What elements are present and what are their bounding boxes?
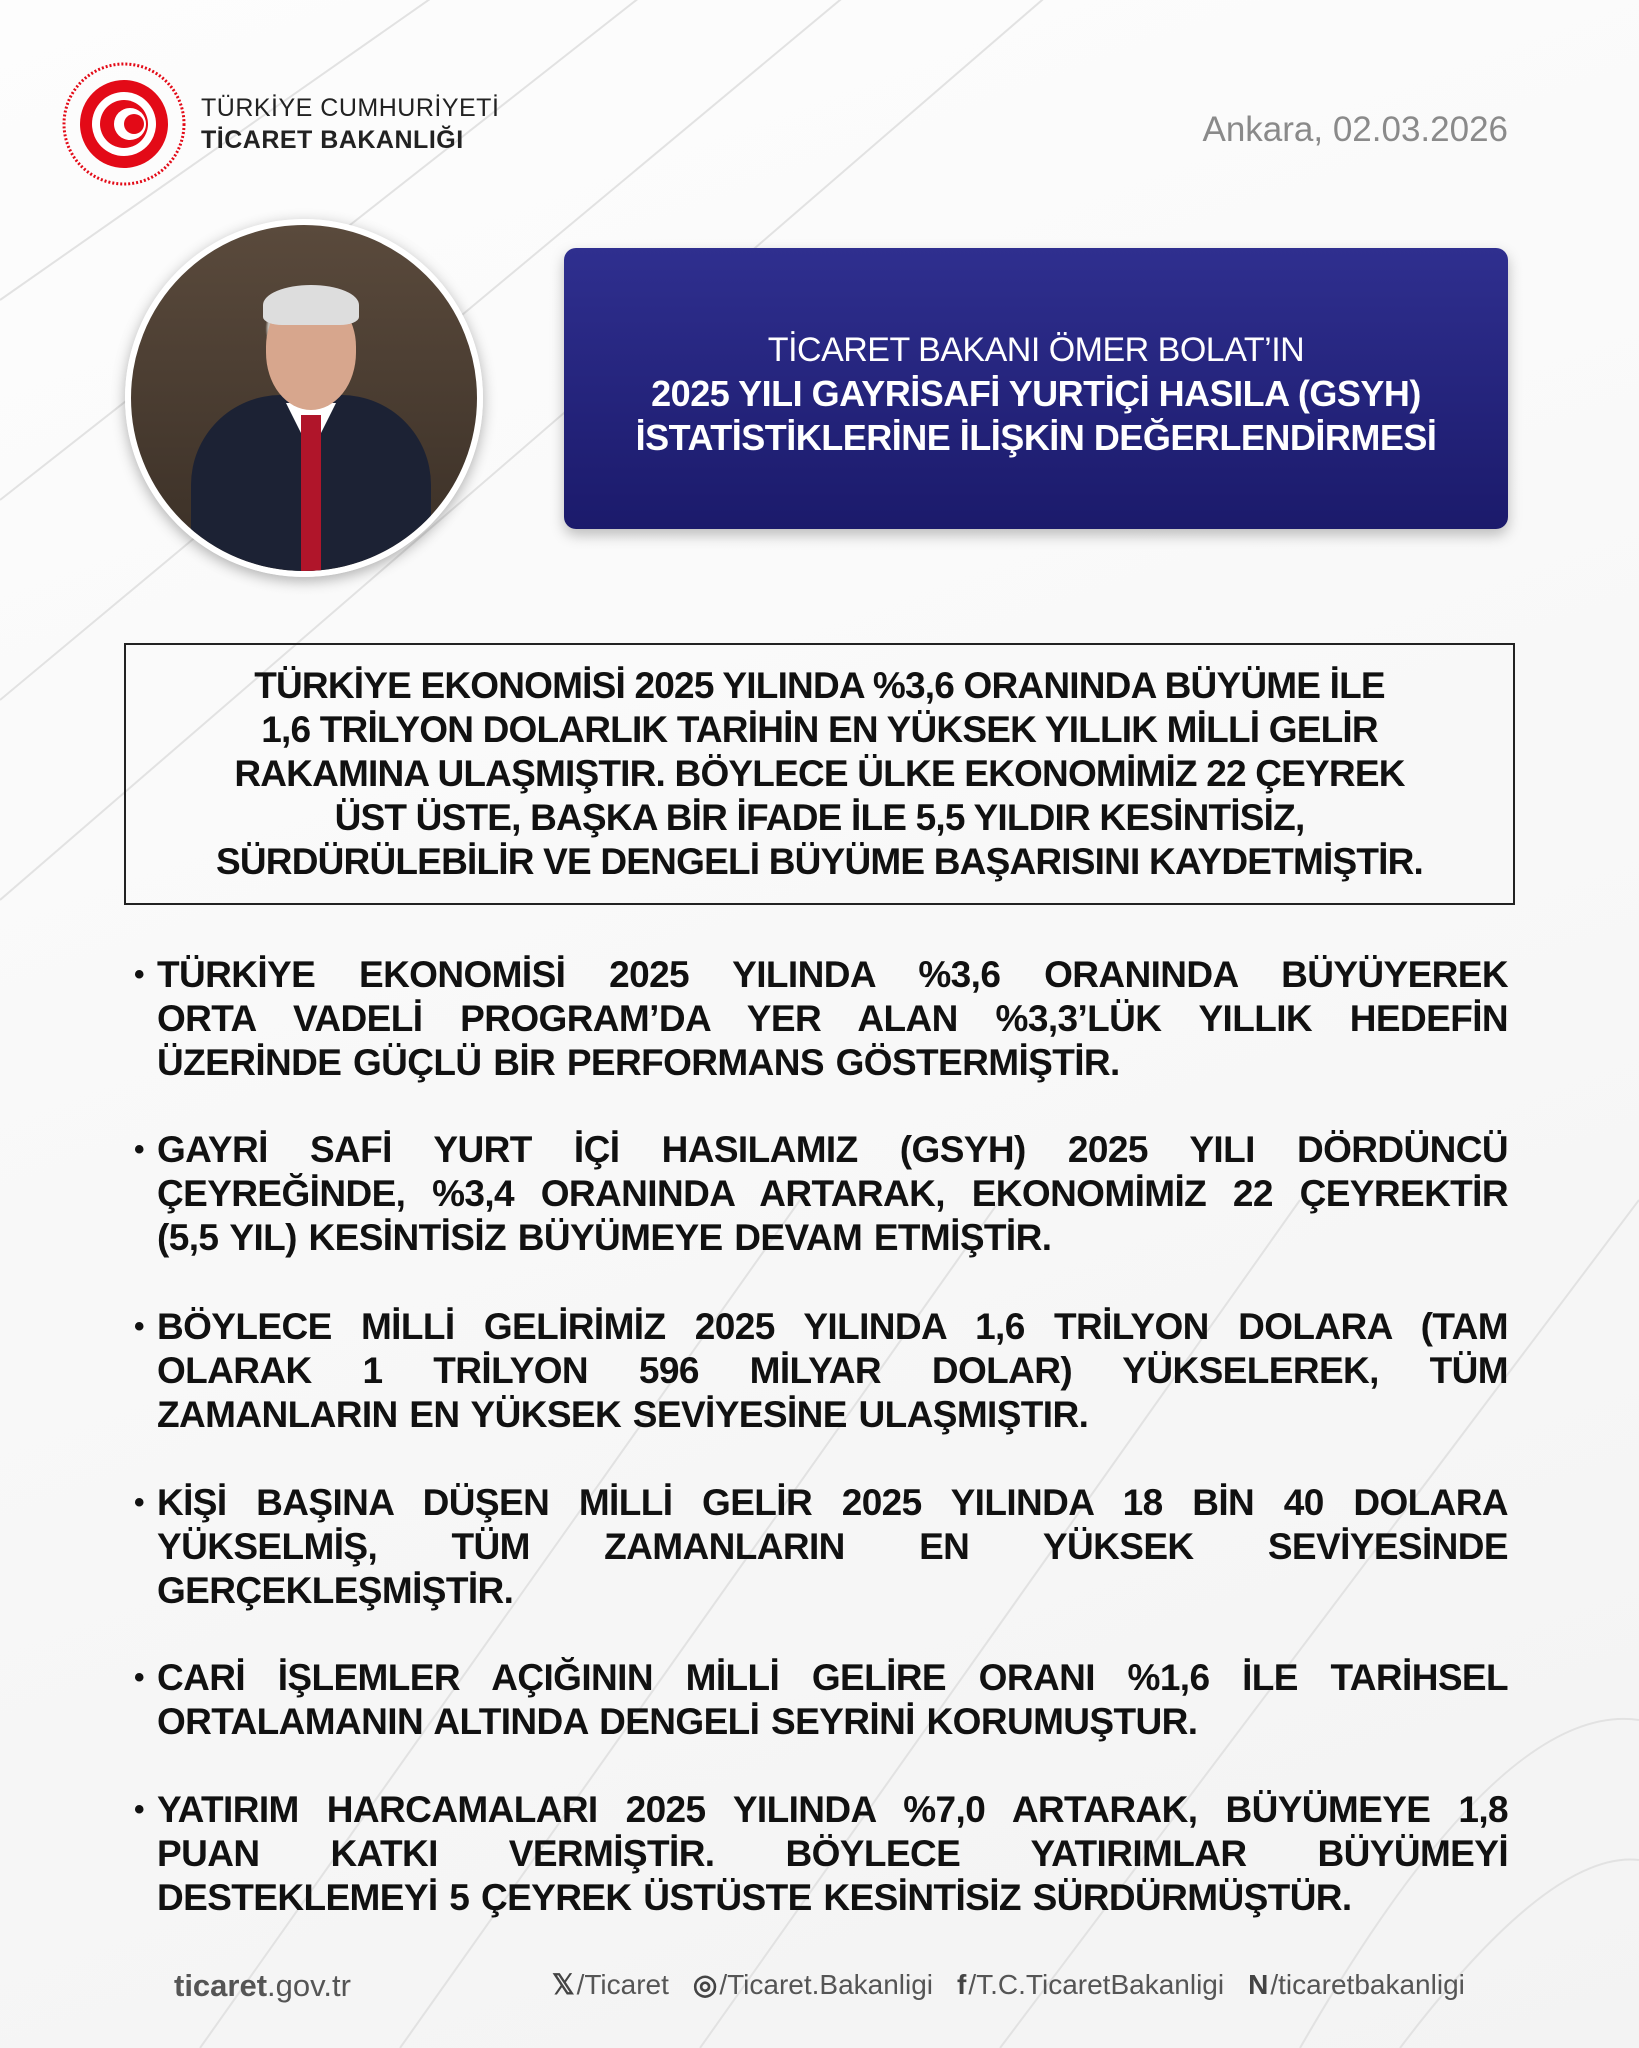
bullet-line: ÇEYREĞİNDE, %3,4 ORANINDA ARTARAK, EKONOMİMİZ 22 ÇEYREKTİR [157,1173,1508,1214]
bullet-dot-icon: • [134,1661,145,1694]
bullet-line: OLARAK 1 TRİLYON 596 MİLYAR DOLAR) YÜKSELEREK, TÜM [157,1350,1508,1391]
bullet-line: YÜKSELMİŞ, TÜM ZAMANLARIN EN YÜKSEK SEVİYESİNDE [157,1526,1508,1567]
bullet-dot-icon: • [134,1133,145,1166]
bullet-line: (5,5 YIL) KESİNTİSİZ BÜYÜMEYE DEVAM ETMİŞTİR. [157,1217,1052,1258]
facebook-icon: f [957,1968,967,2000]
highlight-line: TÜRKİYE EKONOMİSİ 2025 YILINDA %3,6 ORANINDA BÜYÜME İLE [254,665,1385,706]
bullet-item [134,953,1508,1085]
minister-photo [125,219,483,577]
highlight-box [124,643,1515,905]
bullet-item [134,1481,1508,1613]
title-line3: İSTATİSTİKLERİNE İLİŞKİN DEĞERLENDİRMESİ [635,416,1437,458]
org-line1: TÜRKİYE CUMHURİYETİ [201,94,500,122]
social-instagram[interactable] [693,1968,933,2001]
org-line2: TİCARET BAKANLIĞI [201,126,464,154]
bullet-item [134,1128,1508,1260]
social-handle: /Ticaret [576,1968,669,2000]
website-link[interactable] [174,1968,351,2004]
highlight-line: SÜRDÜRÜLEBİLİR VE DENGELİ BÜYÜME BAŞARISINI KAYDETMİŞTİR. [215,841,1424,882]
bullet-line: YATIRIM HARCAMALARI 2025 YILINDA %7,0 ARTARAK, BÜYÜMEYE 1,8 [157,1789,1508,1830]
title-line2: 2025 YILI GAYRİSAFİ YURTİÇİ HASILA (GSYH) [651,372,1421,414]
highlight-line: 1,6 TRİLYON DOLARLIK TARİHİN EN YÜKSEK YILLIK MİLLİ GELİR [261,709,1378,750]
social-x[interactable] [552,1968,669,2001]
bullet-line: KİŞİ BAŞINA DÜŞEN MİLLİ GELİR 2025 YILINDA 18 BİN 40 DOLARA [157,1482,1508,1523]
bullet-line: PUAN KATKI VERMİŞTİR. BÖYLECE YATIRIMLAR BÜYÜMEYİ [157,1833,1508,1874]
instagram-icon: ◎ [692,1969,718,2000]
title-box [564,248,1508,529]
bullet-line: GAYRİ SAFİ YURT İÇİ HASILAMIZ (GSYH) 2025 YILI DÖRDÜNCÜ [157,1129,1508,1170]
social-links [552,1968,1465,2001]
ministry-logo [60,60,188,188]
date: Ankara, 02.03.2026 [1202,110,1508,149]
title-line1: TİCARET BAKANI ÖMER BOLAT’IN [767,330,1305,369]
social-handle: /ticaretbakanligi [1270,1968,1465,2000]
highlight-line: ÜST ÜSTE, BAŞKA BİR İFADE İLE 5,5 YILDIR KESİNTİSİZ, [334,797,1305,838]
social-facebook[interactable] [957,1968,1224,2001]
x-icon: 𝕏 [552,1969,575,2000]
bullet-item [134,1656,1508,1744]
bullet-line: GERÇEKLEŞMİŞTİR. [157,1570,514,1611]
bullet-line: ZAMANLARIN EN YÜKSEK SEVİYESİNE ULAŞMIŞTIR. [157,1394,1089,1435]
bullet-line: BÖYLECE MİLLİ GELİRİMİZ 2025 YILINDA 1,6 TRİLYON DOLARA (TAM [157,1306,1508,1347]
social-nsosyal[interactable] [1248,1968,1465,2001]
social-handle: /Ticaret.Bakanligi [719,1968,934,2000]
nsosyal-icon: N [1248,1968,1269,2000]
bullet-dot-icon: • [134,1486,145,1519]
bullet-dot-icon: • [134,1310,145,1343]
social-handle: /T.C.TicaretBakanligi [968,1968,1225,2000]
highlight-line: RAKAMINA ULAŞMIŞTIR. BÖYLECE ÜLKE EKONOMİMİZ 22 ÇEYREK [234,753,1405,794]
bullet-line: TÜRKİYE EKONOMİSİ 2025 YILINDA %3,6 ORANINDA BÜYÜYEREK [157,954,1508,995]
organization-name [201,92,499,156]
bullet-line: ORTALAMANIN ALTINDA DENGELİ SEYRİNİ KORUMUŞTUR. [157,1701,1198,1742]
bullet-dot-icon: • [134,1793,145,1826]
bullet-line: CARİ İŞLEMLER AÇIĞININ MİLLİ GELİRE ORANI %1,6 İLE TARİHSEL [157,1657,1508,1698]
bullet-line: DESTEKLEMEYİ 5 ÇEYREK ÜSTÜSTE KESİNTİSİZ SÜRDÜRMÜŞTÜR. [157,1877,1352,1918]
bullet-line: ÜZERİNDE GÜÇLÜ BİR PERFORMANS GÖSTERMİŞTİR. [157,1042,1120,1083]
bullet-line: ORTA VADELİ PROGRAM’DA YER ALAN %3,3’LÜK YILLIK HEDEFİN [157,998,1508,1039]
site-bold: ticaret [174,1968,268,2003]
bullet-dot-icon: • [134,958,145,991]
bullet-item [134,1788,1508,1920]
site-rest: .gov.tr [267,1968,351,2003]
bullet-item [134,1305,1508,1437]
